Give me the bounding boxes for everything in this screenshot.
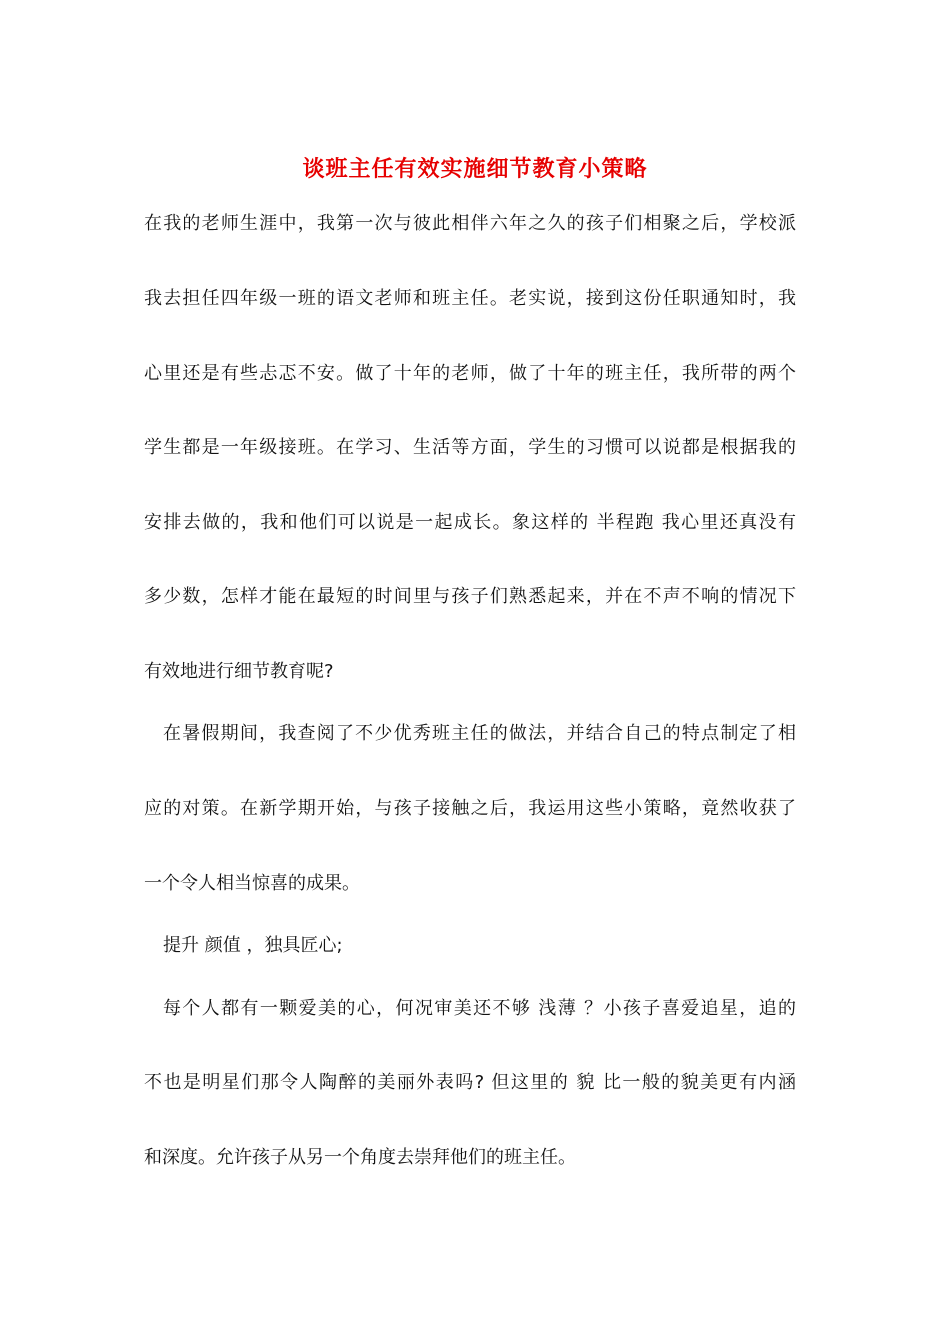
paragraph-line: 每个人都有一颗爱美的心，何况审美还不够 浅薄 ？小孩子喜爱追星，追的 — [163, 998, 796, 1019]
document-title: 谈班主任有效实施细节教育小策略 — [302, 156, 648, 182]
paragraph-line: 安排去做的，我和他们可以说是一起成长。象这样的 半程跑 我心里还真没有 — [144, 512, 796, 533]
paragraph-line: 和深度。允许孩子从另一个角度去崇拜他们的班主任。 — [144, 1147, 576, 1168]
paragraph-line: 心里还是有些忐忑不安。做了十年的老师，做了十年的班主任，我所带的两个 — [144, 363, 796, 384]
paragraph-line: 在暑假期间，我查阅了不少优秀班主任的做法，并结合自己的特点制定了相 — [163, 723, 796, 744]
paragraph-line: 学生都是一年级接班。在学习、生活等方面，学生的习惯可以说都是根据我的 — [144, 437, 796, 458]
paragraph-line: 不也是明星们那令人陶醉的美丽外表吗? 但这里的 貌 比一般的貌美更有内涵 — [144, 1072, 796, 1093]
paragraph-line: 一个令人相当惊喜的成果。 — [144, 873, 360, 894]
paragraph-line: 应的对策。在新学期开始，与孩子接触之后，我运用这些小策略，竟然收获了 — [144, 798, 796, 819]
paragraph-line: 我去担任四年级一班的语文老师和班主任。老实说，接到这份任职通知时，我 — [144, 288, 796, 309]
paragraph-line: 多少数，怎样才能在最短的时间里与孩子们熟悉起来，并在不声不响的情况下 — [144, 586, 796, 607]
paragraph-line: 有效地进行细节教育呢? — [144, 661, 334, 682]
section-heading: 提升 颜值 ，独具匠心; — [163, 935, 343, 956]
paragraph-line: 在我的老师生涯中，我第一次与彼此相伴六年之久的孩子们相聚之后，学校派 — [144, 213, 796, 234]
